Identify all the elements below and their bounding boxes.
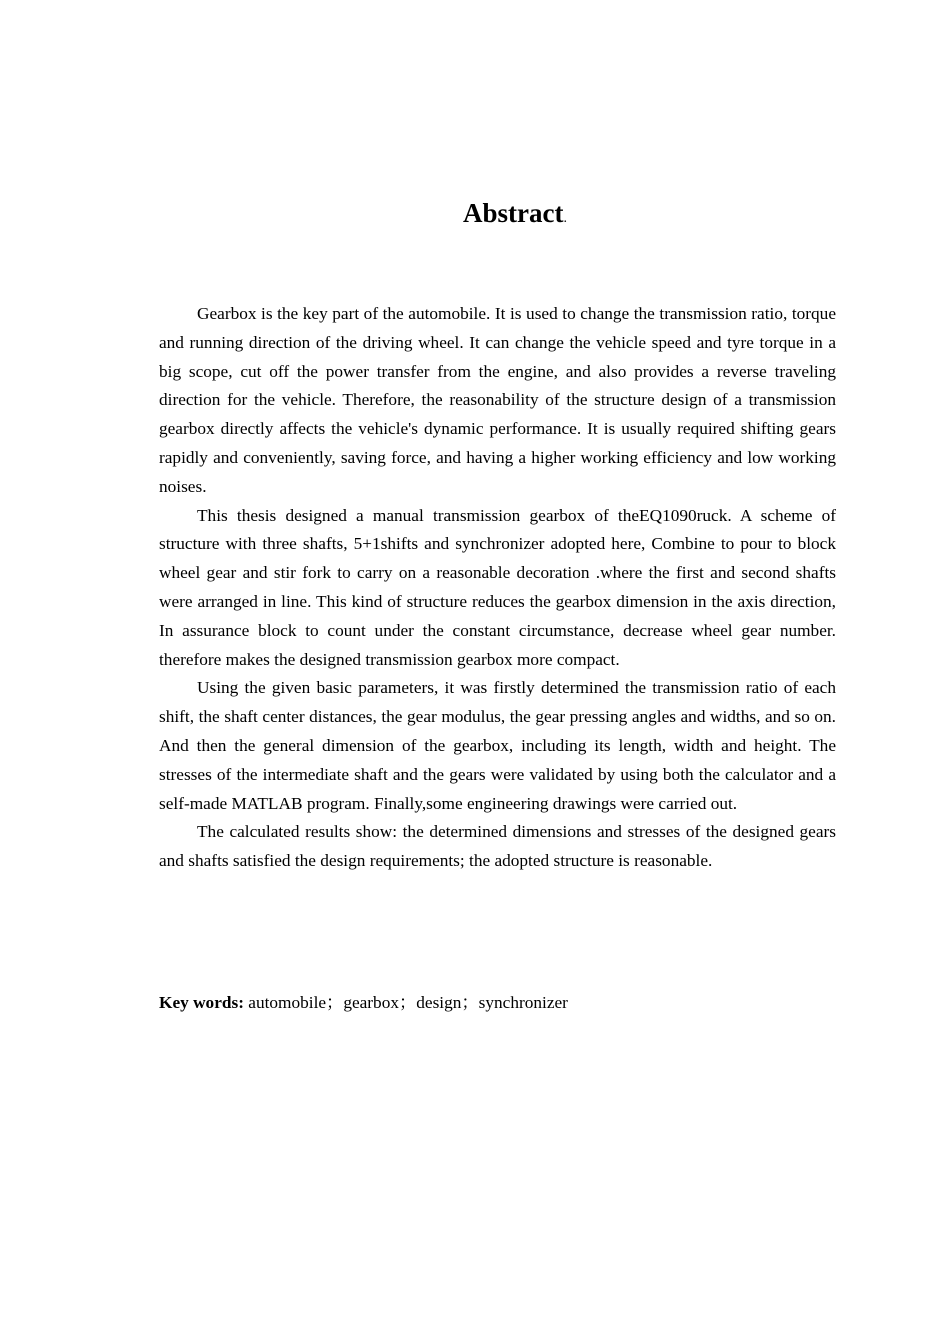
title-trailing-period: . [563, 211, 567, 226]
abstract-paragraph-1: Gearbox is the key part of the automobile. It is used to change the transmission ratio, torque and running direction of the driving wheel. It can change the vehicle speed and tyre torque in a big scope, cut off the power transfer from the engine, and also provides a reverse traveling direction for the vehicle. Therefore, the reasonability of the structure design of a transmission gearbox directly affects the vehicle's dynamic performance. It is usually required shifting gears rapidly and conveniently, saving force, and having a higher working efficiency and low working noises. [159, 304, 836, 496]
page-title [0, 196, 950, 236]
abstract-paragraph-3: Using the given basic parameters, it was firstly determined the transmission ratio of each shift, the shaft center distances, the gear modulus, the gear pressing angles and widths, and so on. And then the general dimension of the gearbox, including its length, width and height. The stresses of the intermediate shaft and the gears were validated by using both the calculator and a self-made MATLAB program. Finally,some engineering drawings were carried out. [159, 678, 836, 813]
keywords-text: automobile；gearbox；design；synchronizer [243, 993, 568, 1012]
keywords-label: Key words: [159, 993, 244, 1012]
abstract-body [159, 300, 836, 876]
abstract-paragraph-2: This thesis designed a manual transmission gearbox of theEQ1090ruck. A scheme of structure with three shafts, 5+1shifts and synchronizer adopted here, Combine to pour to block wheel gear and stir fork to carry on a reasonable decoration .where the first and second shafts were arranged in line. This kind of structure reduces the gearbox dimension in the axis direction, In assurance block to count under the constant circumstance, decrease wheel gear number. therefore makes the designed transmission gearbox more compact. [159, 505, 836, 669]
abstract-paragraph-4: The calculated results show: the determined dimensions and stresses of the designed gears and shafts satisfied the design requirements; the adopted structure is reasonable. [159, 822, 836, 871]
title-text: Abstract [463, 198, 564, 228]
keywords-line [159, 989, 836, 1018]
